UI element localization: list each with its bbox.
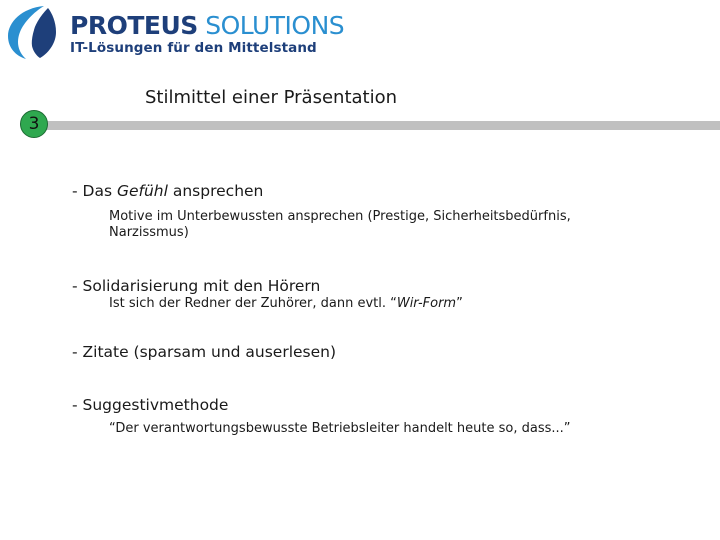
bullet-text: - Das: [72, 182, 117, 200]
sub-point-motive: [109, 209, 669, 241]
sub-point-text: Ist sich der Redner der Zuhörer, dann evtl. “: [109, 296, 397, 311]
slide-title: Stilmittel einer Präsentation: [145, 87, 398, 108]
sub-point-line: Narzissmus): [109, 225, 189, 240]
title-divider-bar: [44, 121, 720, 130]
slide-number-badge: 3: [20, 110, 48, 138]
brand-name-light: SOLUTIONS: [205, 11, 345, 40]
brand-name: [70, 12, 344, 40]
sub-point-emphasis: Wir-Form: [396, 296, 457, 311]
proteus-swirl-logo-icon: [4, 4, 66, 62]
sub-point-line: Motive im Unterbewussten ansprechen (Prestige, Sicherheitsbedürfnis,: [109, 209, 571, 224]
sub-point-text: ”: [456, 296, 463, 311]
brand-name-strong: PROTEUS: [70, 11, 198, 40]
sub-point-wir-form: [109, 296, 669, 312]
bullet-suggestivmethode: - Suggestivmethode: [72, 396, 229, 414]
brand-tagline: IT-Lösungen für den Mittelstand: [70, 40, 317, 56]
bullet-zitate: - Zitate (sparsam und auserlesen): [72, 343, 337, 361]
bullet-gefuehl: [72, 182, 263, 200]
sub-point-quote: “Der verantwortungsbewusste Betriebsleiter handelt heute so, dass...”: [109, 421, 571, 436]
bullet-text: ansprechen: [167, 182, 264, 200]
bullet-emphasis: Gefühl: [116, 182, 168, 200]
bullet-solidarisierung: - Solidarisierung mit den Hörern: [72, 277, 321, 295]
company-logo: [4, 4, 345, 62]
